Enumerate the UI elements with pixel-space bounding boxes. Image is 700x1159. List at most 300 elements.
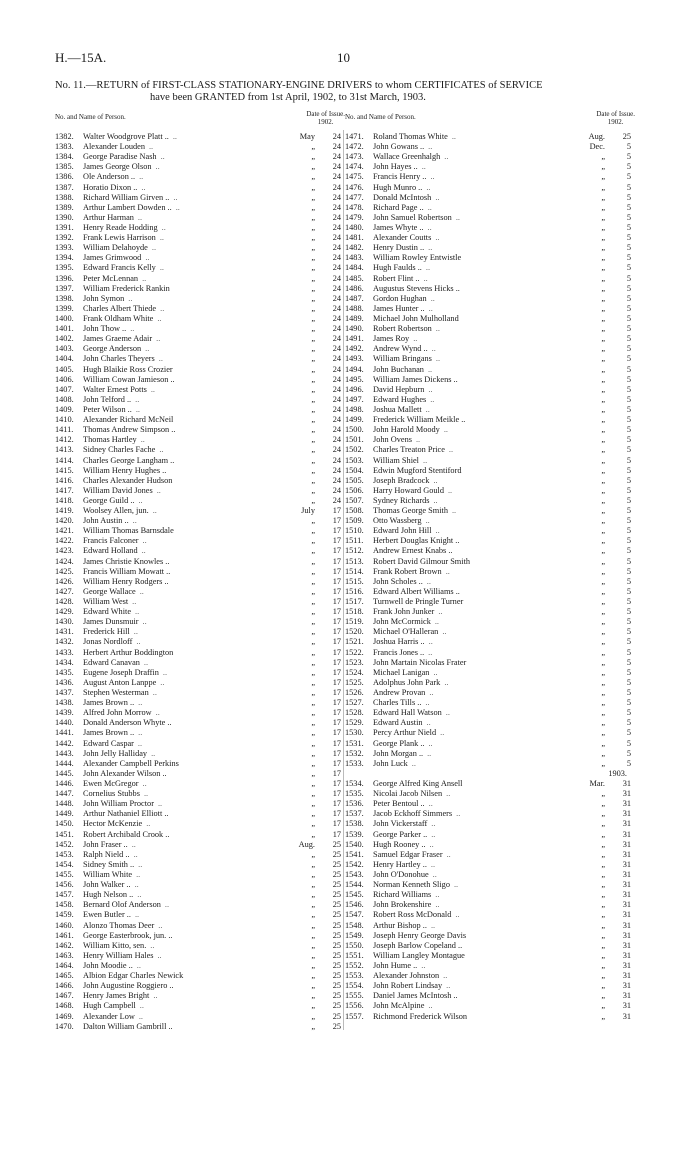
entry-number: 1447. [55,789,74,799]
table-row [345,850,635,860]
entry-number: 1408. [55,394,74,404]
issue-month: „ [311,849,315,859]
issue-day: 5 [626,222,631,232]
entry-number: 1416. [55,475,74,485]
entry-number: 1390. [55,212,74,222]
issue-day: 5 [626,607,631,617]
issue-month: „ [311,516,315,526]
issue-day: 17 [332,516,341,526]
person-name: Thomas George Smith [373,506,448,516]
person-name: Michael John Mulholland [373,313,459,323]
issue-month: July [301,506,315,516]
table-row [345,941,635,951]
issue-day: 5 [626,485,631,495]
issue-month: „ [601,162,605,172]
table-row [55,263,345,273]
issue-day: 5 [626,303,631,313]
table-row [55,142,345,152]
issue-day: 5 [626,506,631,516]
leader-dots: .. [430,293,435,303]
entry-number: 1389. [55,202,74,212]
person-name: William Cowan Jamieson .. [83,374,175,384]
person-name: Robert Robertson [373,324,432,334]
table-row [345,779,635,789]
issue-month: „ [311,354,315,364]
table-row [55,577,345,587]
leader-dots: .. [428,384,433,394]
table-row [55,183,345,193]
leader-dots: .. [138,495,143,505]
table-row [55,678,345,688]
issue-day: 25 [332,890,341,900]
leader-dots: .. [444,152,449,162]
entry-number: 1549. [345,930,364,940]
person-name: James Dunsmuir [83,617,139,627]
person-name: Michael O'Halleran [373,627,439,637]
leader-dots: .. [138,728,143,738]
table-row [55,971,345,981]
table-row [345,405,635,415]
leader-dots: .. [427,748,432,758]
issue-day: 17 [332,627,341,637]
table-row [55,617,345,627]
issue-day: 17 [332,738,341,748]
person-name: Peter McLennan [83,273,139,283]
issue-day: 31 [622,920,631,930]
leader-dots: .. [157,950,162,960]
leader-dots: .. [133,849,138,859]
issue-month: „ [311,1021,315,1031]
person-name: John Augustine Roggiero .. [83,981,174,991]
issue-month: „ [601,981,605,991]
table-row [55,213,345,223]
issue-month: „ [601,940,605,950]
person-name: Edward Austin [373,718,423,728]
person-name: Herbert Arthur Boddington [83,647,174,657]
entry-number: 1393. [55,243,74,253]
issue-day: 5 [626,364,631,374]
issue-month: „ [311,1011,315,1021]
entry-number: 1534. [345,779,364,788]
leader-dots: .. [142,779,147,788]
person-name: Edward Canavan [83,657,140,667]
entry-number: 1463. [55,950,74,960]
person-name: Frederick Hill [83,627,130,637]
issue-day: 5 [626,273,631,283]
person-name: Wallace Greenhalgh [373,152,441,162]
entry-number: 1511. [345,536,364,546]
issue-day: 5 [626,263,631,273]
leader-dots: .. [142,617,147,627]
issue-month: „ [311,142,315,152]
leader-dots: .. [435,900,440,910]
leader-dots: .. [155,162,160,172]
person-name: Edward Caspar [83,738,134,748]
issue-day: 17 [332,758,341,768]
issue-month: „ [311,586,315,596]
table-row [345,375,635,385]
person-name: Joshua Mallett [373,404,422,414]
leader-dots: .. [413,334,418,344]
table-row [345,223,635,233]
issue-day: 31 [622,940,631,950]
person-name: Thomas Hartley [83,435,137,445]
issue-day: 5 [626,415,631,425]
issue-day: 5 [626,455,631,465]
entry-number: 1469. [55,1011,74,1021]
issue-day: 24 [332,303,341,313]
issue-month: „ [601,253,605,263]
table-row [345,304,635,314]
table-row [55,536,345,546]
issue-month: „ [601,708,605,718]
leader-dots: .. [428,243,433,253]
entry-number: 1444. [55,758,74,768]
leader-dots: .. [429,839,434,849]
issue-day: 24 [332,172,341,182]
table-row [55,951,345,961]
issue-day: 24 [332,182,341,192]
issue-day: 31 [622,890,631,900]
issue-day: 24 [332,253,341,263]
person-name: Walter Woodgrove Platt .. [83,132,169,141]
leader-dots: .. [141,546,146,556]
issue-month: „ [601,334,605,344]
person-name: John Fraser .. [83,839,128,849]
table-row [55,668,345,678]
issue-month: „ [601,960,605,970]
entry-number: 1523. [345,657,364,667]
person-name: John Hayes .. [373,162,418,172]
issue-day: 17 [332,688,341,698]
person-name: Roland Thomas White [373,132,448,141]
person-name: Hugh Blaikie Ross Crozier [83,364,173,374]
leader-dots: .. [133,627,138,637]
issue-day: 24 [332,192,341,202]
issue-day: 25 [332,940,341,950]
table-row [345,435,635,445]
table-row [55,354,345,364]
table-row [55,809,345,819]
issue-day: 31 [622,981,631,991]
right-column [345,110,635,1022]
table-row [55,739,345,749]
leader-dots: .. [139,172,144,182]
entry-number: 1550. [345,940,364,950]
person-name: James Christie Knowles .. [83,556,170,566]
table-row [345,789,635,799]
entry-number: 1539. [345,829,364,839]
entry-number: 1425. [55,566,74,576]
entry-number: 1522. [345,647,364,657]
issue-day: 24 [332,364,341,374]
entry-number: 1441. [55,728,74,738]
person-name: Joseph Barlow Copeland .. [373,940,463,950]
issue-month: „ [311,152,315,162]
leader-dots: .. [456,809,461,819]
entry-number: 1509. [345,516,364,526]
issue-day: 5 [626,445,631,455]
person-name: William White [83,869,133,879]
issue-month: „ [311,293,315,303]
entry-number: 1553. [345,971,364,981]
entry-number: 1396. [55,273,74,283]
person-name: Bernard Olof Anderson [83,900,161,910]
leader-dots: .. [433,495,438,505]
entry-number: 1494. [345,364,364,374]
table-row [55,253,345,263]
issue-month: „ [311,708,315,718]
entry-number: 1512. [345,546,364,556]
person-name: William James Dickens .. [373,374,458,384]
page-number: 10 [337,50,350,65]
leader-dots: .. [137,738,143,748]
entry-number: 1450. [55,819,74,829]
person-name: Harry Howard Gould [373,485,444,495]
issue-day: 17 [332,607,341,617]
leader-dots: .. [141,182,146,192]
leader-dots: .. [425,516,430,526]
issue-day: 17 [332,718,341,728]
issue-month: „ [311,617,315,627]
person-name: Joshua Harris .. [373,637,425,647]
table-row [345,314,635,324]
person-name: Percy Arthur Nield [373,728,437,738]
date-header-year: 1902. [317,118,334,126]
right-rows [345,132,635,1022]
entry-number: 1406. [55,374,74,384]
entry-number: 1475. [345,172,364,182]
table-row [345,637,635,647]
leader-dots: .. [427,222,432,232]
person-name: Robert Archibald Crook .. [83,829,170,839]
issue-day: 17 [332,536,341,546]
issue-month: „ [311,313,315,323]
entry-number: 1439. [55,708,74,718]
table-row [345,698,635,708]
issue-day: 17 [332,799,341,809]
entry-number: 1507. [345,495,364,505]
issue-month: „ [601,586,605,596]
leader-dots: .. [159,445,164,455]
issue-day: 5 [626,698,631,708]
issue-month: „ [601,495,605,505]
issue-day: 31 [622,1011,631,1021]
issue-day: 5 [626,172,631,182]
issue-month: „ [311,192,315,202]
leader-dots: .. [161,222,166,232]
entry-number: 1398. [55,293,74,303]
person-name: Dalton William Gambrill .. [83,1021,173,1031]
leader-dots: .. [136,869,141,879]
issue-day: 17 [332,647,341,657]
table-row [55,921,345,931]
person-name: John Alexander Wilson .. [83,768,167,778]
entry-number: 1449. [55,809,74,819]
issue-month: „ [311,688,315,698]
person-name: John Harold Moody [373,425,440,435]
issue-month: „ [311,374,315,384]
entry-number: 1525. [345,677,364,687]
leader-dots: .. [135,607,140,617]
issue-month: „ [311,900,315,910]
entry-number: 1410. [55,415,74,425]
leader-dots: .. [431,344,436,354]
table-row [345,243,635,253]
issue-month: „ [311,566,315,576]
person-name: John Scholes .. [373,576,423,586]
issue-month: „ [601,819,605,829]
entry-number: 1471. [345,132,364,141]
issue-month: „ [601,728,605,738]
table-row [345,567,635,577]
person-name: John Vickerstaff [373,819,428,829]
issue-month: „ [601,364,605,374]
entry-number: 1484. [345,263,364,273]
issue-month: „ [311,829,315,839]
table-row [345,466,635,476]
issue-day: 17 [332,576,341,586]
issue-day: 5 [626,475,631,485]
person-name: Hector McKenzie [83,819,143,829]
table-row [345,456,635,466]
issue-day: 31 [622,809,631,819]
issue-day: 5 [626,425,631,435]
issue-month: „ [311,597,315,607]
issue-day: 5 [626,718,631,728]
issue-day: 5 [626,576,631,586]
table-row [55,567,345,577]
leader-dots: .. [430,859,436,869]
issue-day: 31 [622,971,631,981]
entry-number: 1502. [345,445,364,455]
entry-number: 1404. [55,354,74,364]
entry-number: 1428. [55,597,74,607]
table-row [345,900,635,910]
issue-month: „ [311,283,315,293]
issue-day: 17 [332,546,341,556]
issue-day: 25 [332,859,341,869]
person-name: David Hepburn [373,384,425,394]
issue-month: „ [601,869,605,879]
issue-month: „ [601,182,605,192]
issue-day: 25 [332,869,341,879]
issue-day: 24 [332,404,341,414]
leader-dots: .. [134,880,139,890]
issue-month: „ [601,293,605,303]
entry-number: 1535. [345,789,364,799]
leader-dots: .. [162,667,168,677]
person-name: Frank Oldham White [83,313,154,323]
entry-number: 1503. [345,455,364,465]
person-name: John Brokenshire [373,900,432,910]
table-row [55,233,345,243]
issue-day: 5 [626,152,631,162]
person-name: John Buchanan [373,364,424,374]
person-name: George Guild .. [83,495,135,505]
table-row [345,395,635,405]
entry-number: 1510. [345,526,364,536]
leader-dots: .. [137,890,142,900]
issue-month: „ [601,172,605,182]
person-name: William Rowley Entwistle [373,253,462,263]
issue-day: 17 [332,809,341,819]
person-name: Richard William Girven .. [83,192,170,202]
issue-month: „ [311,425,315,435]
table-row [55,304,345,314]
person-name: John Charles Theyers [83,354,155,364]
leader-dots: .. [139,1001,144,1011]
issue-month: „ [601,202,605,212]
leader-dots: .. [157,313,162,323]
entry-number: 1541. [345,849,364,859]
table-row [345,334,635,344]
leader-dots: .. [423,273,428,283]
issue-day: 24 [332,485,341,495]
issue-day: 31 [622,900,631,910]
leader-dots: .. [435,324,440,334]
issue-day: 5 [626,617,631,627]
issue-month: „ [601,212,605,222]
issue-day: 5 [626,758,631,768]
issue-day: 24 [332,475,341,485]
entry-number: 1423. [55,546,74,556]
leader-dots: .. [425,698,430,708]
person-name: William Henry Hughes .. [83,465,167,475]
issue-month: „ [601,1001,605,1011]
leader-dots: .. [428,647,433,657]
entry-number: 1419. [55,506,74,516]
entry-number: 1557. [345,1011,364,1021]
table-row [55,1022,345,1032]
table-row [345,152,635,162]
leader-dots: .. [451,132,456,141]
person-name: Alexander Campbell Perkins [83,758,179,768]
entry-number: 1382. [55,132,74,141]
issue-month: „ [601,880,605,890]
person-name: John Hume .. [373,960,418,970]
issue-month: Dec. [589,142,605,152]
table-row [345,718,635,728]
person-name: Daniel James McIntosh .. [373,991,458,1001]
person-name: Henry Reade Hodding [83,222,158,232]
issue-day: 31 [622,960,631,970]
table-row [345,648,635,658]
issue-day: 31 [622,819,631,829]
issue-day: 24 [332,152,341,162]
person-name: Alexander Richard McNeil [83,415,174,425]
issue-month: „ [601,243,605,253]
table-row [345,728,635,738]
leader-dots: .. [428,1001,433,1011]
table-row [55,728,345,738]
issue-day: 5 [626,162,631,172]
issue-month: „ [601,556,605,566]
entry-number: 1547. [345,910,364,920]
leader-dots: .. [443,425,448,435]
entry-number: 1405. [55,364,74,374]
leader-dots: .. [428,142,433,152]
leader-dots: .. [148,142,154,152]
person-name: Andrew Ernest Knabs .. [373,546,453,556]
leader-dots: .. [435,526,440,536]
table-row [345,769,635,779]
person-name: Charles Alexander Hudson [83,475,173,485]
person-name: Augustus Stevens Hicks .. [373,283,460,293]
person-name: Francis Henry .. [373,172,427,182]
table-row [345,324,635,334]
table-row [345,597,635,607]
